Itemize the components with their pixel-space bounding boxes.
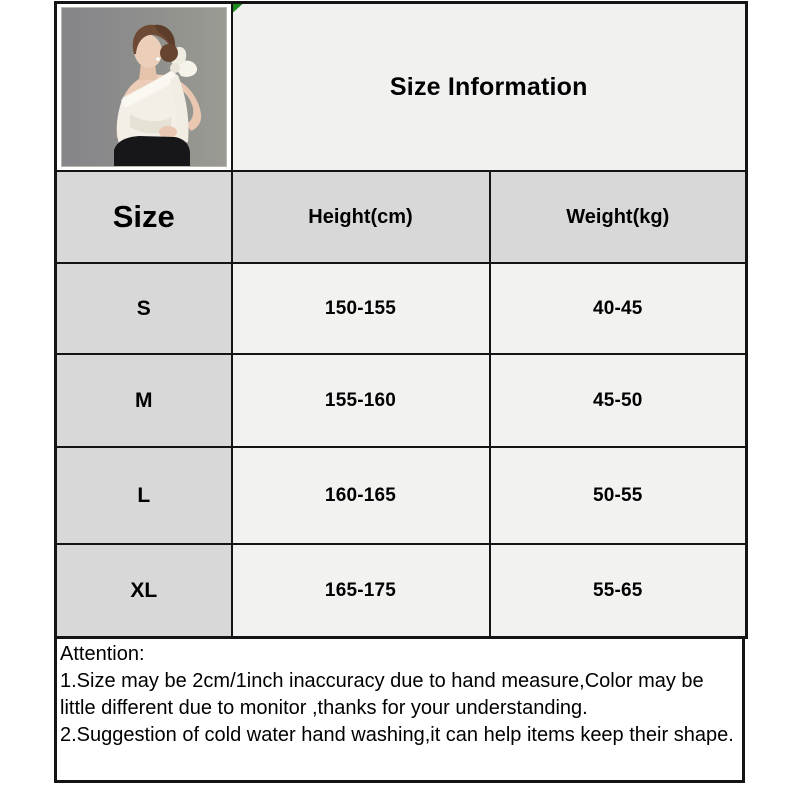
table-row-s	[56, 263, 747, 354]
header-size: Size	[56, 171, 232, 263]
weight-value-s: 40-45	[490, 263, 747, 354]
size-label-xl: XL	[56, 544, 232, 638]
attention-heading: Attention:	[60, 643, 145, 665]
table-row-m	[56, 354, 747, 447]
height-value-s: 150-155	[232, 263, 490, 354]
weight-value-m: 45-50	[490, 354, 747, 447]
header-height: Height(cm)	[232, 171, 490, 263]
height-value-xl: 165-175	[232, 544, 490, 638]
size-label-s: S	[56, 263, 232, 354]
model-photo	[61, 7, 227, 167]
table-row-l	[56, 447, 747, 544]
page-title: Size Information	[389, 72, 588, 101]
attention-note-2: 2.Suggestion of cold water hand washing,it can help items keep their shape.	[60, 724, 734, 746]
sheet	[54, 1, 745, 783]
size-label-l: L	[56, 447, 232, 544]
table-row-xl	[56, 544, 747, 638]
header-row	[56, 171, 747, 263]
title-cell	[232, 3, 747, 172]
size-table	[54, 1, 748, 639]
weight-value-xl: 55-65	[490, 544, 747, 638]
attention-note-1: 1.Size may be 2cm/1inch inaccuracy due to hand measure,Color may be little different due to monitor ,thanks for your understanding.	[60, 670, 704, 719]
top-row	[56, 3, 747, 172]
attention-box	[54, 639, 745, 783]
weight-value-l: 50-55	[490, 447, 747, 544]
height-value-l: 160-165	[232, 447, 490, 544]
size-label-m: M	[56, 354, 232, 447]
cell-corner-marker-icon	[233, 4, 243, 13]
product-photo-cell	[56, 3, 232, 172]
model-photo-illustration	[62, 8, 226, 166]
header-weight: Weight(kg)	[490, 171, 747, 263]
height-value-m: 155-160	[232, 354, 490, 447]
